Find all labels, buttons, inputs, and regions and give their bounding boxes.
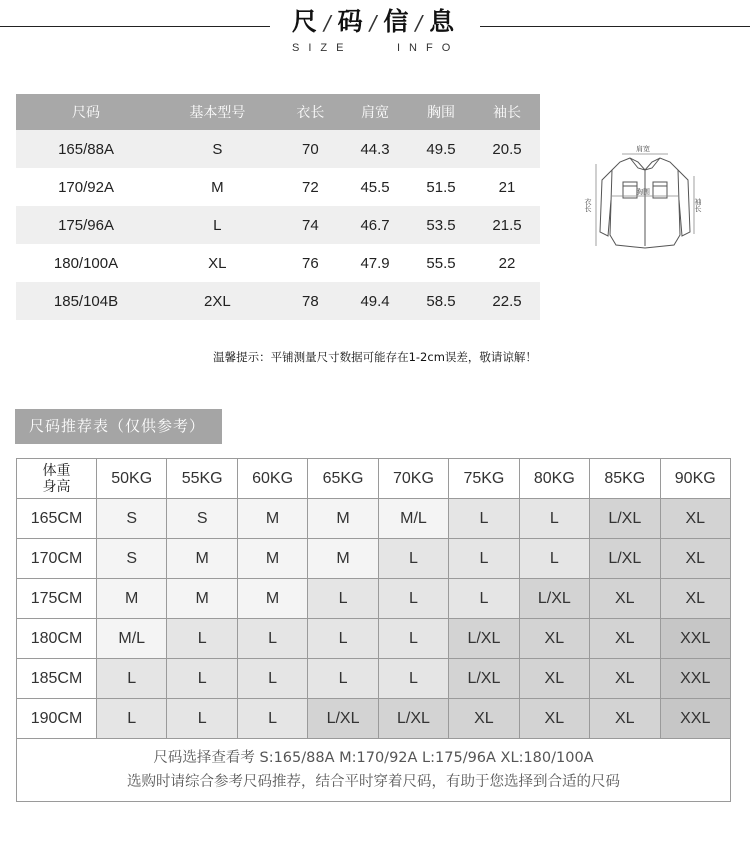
size-cell: L [167, 619, 237, 659]
weight-header-row [17, 459, 731, 499]
table-cell: 20.5 [474, 130, 540, 168]
size-cell: XL [660, 539, 731, 579]
size-cell: XL [590, 619, 660, 659]
title-char: 息 [429, 7, 459, 36]
table-row [16, 244, 540, 282]
table-cell: 22.5 [474, 282, 540, 320]
size-cell: L/XL [449, 659, 519, 699]
corner-height-label: 身高 [42, 478, 71, 495]
table-row [17, 539, 731, 579]
title-char: 码 [337, 7, 367, 36]
size-cell: L/XL [519, 579, 589, 619]
size-cell: L [237, 659, 307, 699]
title-slash: / [369, 11, 381, 35]
table-cell: 78 [279, 282, 342, 320]
size-cell: XL [519, 699, 589, 739]
title-char: 尺 [291, 7, 321, 36]
header-rule-right [480, 26, 750, 27]
size-cell: L [378, 579, 448, 619]
weight-header: 55KG [167, 459, 237, 499]
size-cell: L [449, 539, 519, 579]
table-row [16, 168, 540, 206]
table-row [16, 206, 540, 244]
size-cell: L/XL [308, 699, 378, 739]
table-cell: 47.9 [342, 244, 408, 282]
size-cell: L [378, 619, 448, 659]
corner-cell [17, 459, 97, 499]
size-cell: XL [590, 699, 660, 739]
page-title [270, 2, 480, 38]
table-cell: 70 [279, 130, 342, 168]
size-cell: L [378, 659, 448, 699]
size-cell: L [308, 579, 378, 619]
column-header: 尺码 [16, 94, 156, 130]
table-row [17, 659, 731, 699]
size-cell: L [519, 539, 589, 579]
table-cell: 76 [279, 244, 342, 282]
size-cell: M/L [378, 499, 448, 539]
label-length: 衣长 [584, 198, 592, 212]
size-cell: L [449, 579, 519, 619]
height-label: 180CM [17, 619, 97, 659]
label-chest: 胸围 [636, 188, 650, 196]
table-cell: 2XL [156, 282, 279, 320]
column-header: 肩宽 [342, 94, 408, 130]
recommend-footer [17, 739, 731, 802]
table-cell: 49.5 [408, 130, 474, 168]
table-cell: 165/88A [16, 130, 156, 168]
size-cell: L [237, 699, 307, 739]
size-cell: M/L [97, 619, 167, 659]
size-cell: M [167, 579, 237, 619]
size-recommend-table [16, 458, 731, 802]
table-cell: 21 [474, 168, 540, 206]
weight-header: 85KG [590, 459, 660, 499]
size-table-header-row [16, 94, 540, 130]
weight-header: 75KG [449, 459, 519, 499]
table-cell: 58.5 [408, 282, 474, 320]
weight-header: 80KG [519, 459, 589, 499]
table-cell: 45.5 [342, 168, 408, 206]
weight-header: 50KG [97, 459, 167, 499]
table-cell: 44.3 [342, 130, 408, 168]
size-cell: XXL [660, 659, 731, 699]
shirt-outline-icon [600, 158, 690, 248]
size-cell: L [308, 619, 378, 659]
table-row [17, 579, 731, 619]
label-sleeve: 袖长 [694, 198, 702, 212]
height-label: 170CM [17, 539, 97, 579]
height-label: 185CM [17, 659, 97, 699]
weight-header: 90KG [660, 459, 731, 499]
table-row [17, 499, 731, 539]
table-cell: 22 [474, 244, 540, 282]
footer-advice: 选购时请综合参考尺码推荐，结合平时穿着尺码，有助于您选择到合适的尺码 [127, 774, 620, 790]
size-cell: S [97, 499, 167, 539]
table-cell: 185/104B [16, 282, 156, 320]
title-char: 信 [383, 7, 413, 36]
size-cell: L [97, 659, 167, 699]
size-cell: L [378, 539, 448, 579]
size-cell: L [167, 699, 237, 739]
table-cell: 21.5 [474, 206, 540, 244]
table-cell: 53.5 [408, 206, 474, 244]
weight-header: 65KG [308, 459, 378, 499]
corner-weight-label: 体重 [42, 462, 71, 479]
size-cell: S [167, 499, 237, 539]
column-header: 袖长 [474, 94, 540, 130]
table-cell: XL [156, 244, 279, 282]
title-slash: / [415, 11, 427, 35]
size-cell: M [237, 539, 307, 579]
size-cell: XXL [660, 699, 731, 739]
size-info-table [16, 94, 540, 320]
shirt-measurement-diagram [584, 140, 702, 260]
column-header: 胸围 [408, 94, 474, 130]
size-cell: M [308, 499, 378, 539]
size-cell: L/XL [449, 619, 519, 659]
size-cell: L/XL [378, 699, 448, 739]
recommend-table-tag: 尺码推荐表（仅供参考） [15, 409, 222, 444]
weight-header: 60KG [237, 459, 307, 499]
size-cell: S [97, 539, 167, 579]
height-label: 165CM [17, 499, 97, 539]
height-label: 175CM [17, 579, 97, 619]
size-cell: L [167, 659, 237, 699]
table-cell: 55.5 [408, 244, 474, 282]
size-cell: M [167, 539, 237, 579]
size-cell: XL [449, 699, 519, 739]
header-rule-left [0, 26, 270, 27]
size-cell: M [97, 579, 167, 619]
column-header: 基本型号 [156, 94, 279, 130]
size-cell: XL [519, 619, 589, 659]
table-row [17, 619, 731, 659]
height-label: 190CM [17, 699, 97, 739]
measurement-tip: 温馨提示：平铺测量尺寸数据可能存在1-2cm误差，敬请谅解！ [213, 350, 537, 364]
size-cell: M [308, 539, 378, 579]
table-cell: S [156, 130, 279, 168]
table-row [16, 282, 540, 320]
size-cell: XL [590, 579, 660, 619]
table-cell: 51.5 [408, 168, 474, 206]
table-cell: 175/96A [16, 206, 156, 244]
footer-row [17, 739, 731, 802]
size-cell: XL [660, 499, 731, 539]
size-cell: L [97, 699, 167, 739]
table-cell: 74 [279, 206, 342, 244]
subtitle-info: INFO [397, 42, 460, 54]
size-cell: XXL [660, 619, 731, 659]
size-cell: L [308, 659, 378, 699]
table-cell: 46.7 [342, 206, 408, 244]
column-header: 衣长 [279, 94, 342, 130]
subtitle-size: SIZE [292, 42, 353, 54]
size-cell: L/XL [590, 499, 660, 539]
table-cell: 170/92A [16, 168, 156, 206]
table-cell: M [156, 168, 279, 206]
title-slash: / [323, 11, 335, 35]
weight-header: 70KG [378, 459, 448, 499]
table-cell: 72 [279, 168, 342, 206]
size-cell: L/XL [590, 539, 660, 579]
size-cell: XL [519, 659, 589, 699]
size-cell: XL [590, 659, 660, 699]
table-cell: L [156, 206, 279, 244]
size-cell: XL [660, 579, 731, 619]
size-cell: L [237, 619, 307, 659]
table-row [16, 130, 540, 168]
table-row [17, 699, 731, 739]
table-cell: 49.4 [342, 282, 408, 320]
table-cell: 180/100A [16, 244, 156, 282]
label-shoulder: 肩宽 [636, 145, 650, 153]
size-cell: M [237, 579, 307, 619]
size-cell: M [237, 499, 307, 539]
size-cell: L [519, 499, 589, 539]
size-cell: L [449, 499, 519, 539]
footer-size-reference: 尺码选择查看考 S:165/88A M:170/92A L:175/96A XL:180/100A [153, 750, 594, 766]
